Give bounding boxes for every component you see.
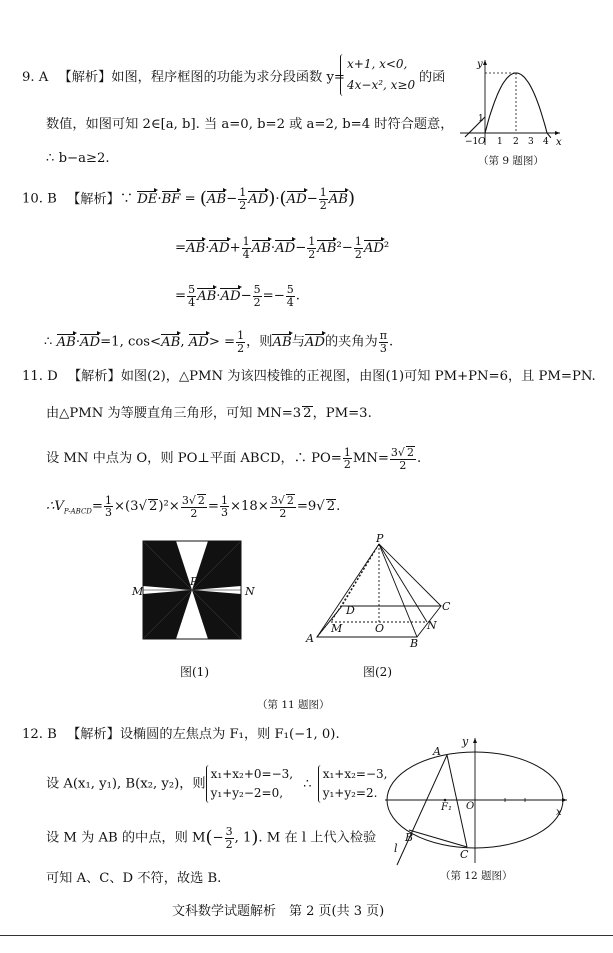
q11-caption: （第 11 题图） xyxy=(257,699,330,711)
q12-head: 12. B xyxy=(22,727,57,742)
q10-result-d: 与 xyxy=(291,334,305,350)
q9-tick-1: 1 xyxy=(497,137,503,147)
q9-tick-4: 4 xyxy=(543,137,549,147)
q9-tick-2: 2 xyxy=(513,137,519,147)
q11-fig2-n: N xyxy=(427,619,437,632)
q9-tick-m1: −1 xyxy=(465,137,479,147)
q9-piece1: x+1, x<0, xyxy=(347,57,408,71)
q11-line4: $\therefore V_{P-ABCD}=$ $\frac{1}{3}$ ×(3√ 2)²× $\frac{3√ 2}{2}$ = $\frac{1}{3}$ ×18× $\frac{3√ 2}{2}$ =9√ 2. xyxy=(46,493,341,520)
q10-head: 10. B xyxy=(22,191,57,207)
q10-line3: = $\frac{5}{4}$ AB·AD− $\frac{5}{2}$ =− $\frac{5}{4}$ . xyxy=(175,283,300,309)
q9-line1 xyxy=(22,71,345,84)
q12-line2a: 设 A(x₁, y₁), B(x₂, y₂)，则 xyxy=(46,776,206,792)
q10-result-b: > = xyxy=(208,334,236,350)
q9-head: 9. A xyxy=(22,70,49,85)
q10-line4: ∴ AB·AD=1, cos<AB, AD> = $\frac{1}{2}$ ，则AB与AD的夹角为 $\frac{\pi}{3}$ . xyxy=(44,329,394,355)
q9-text-a: 如图，程序框图的功能为求分段函数 y= xyxy=(111,70,345,85)
q11-text1: 如图(2)，△PMN 为该四棱锥的正视图，由图(1)可知 PM+PN=6，且 PM=PN. xyxy=(120,369,596,384)
q12-fig-b: B xyxy=(405,831,414,844)
q12-line4: 可知 A、C、D 不符，故选 B. xyxy=(46,871,222,886)
q10-line1: 10. B 【解析】∵ DE·BF = (AB− $\frac{1}{2}$ AD)·(AD− $\frac{1}{2}$ AB) xyxy=(22,186,355,212)
q9-y-label: y xyxy=(477,59,483,70)
q12-fig-f1: F₁ xyxy=(441,802,452,813)
q9-y-tick: 1 xyxy=(478,114,484,124)
q12-sys1b: y₁+y₂−2=0, xyxy=(210,786,284,801)
q12-sys2a: x₁+x₂=−3, xyxy=(322,767,388,781)
q11-figure2 xyxy=(305,540,455,660)
q11-line2a: 由△PMN 为等腰直角三角形，可知 MN=3 xyxy=(46,406,302,421)
q9-piecewise xyxy=(340,54,415,96)
q11-fig1-p: P xyxy=(190,575,198,588)
q12-figure xyxy=(385,735,575,865)
q11-fig2-b: B xyxy=(410,637,419,650)
q10-tag: 【解析】 xyxy=(67,191,120,207)
q11-line3a: 设 MN 中点为 O，则 PO⊥平面 ABCD，∴ PO= xyxy=(46,451,342,467)
q9-line2: 数值，如图可知 2∈[a, b]. 当 a=0, b=2 或 a=2, b=4 时符合题意， xyxy=(46,117,454,132)
q11-line2 xyxy=(46,406,372,420)
q12-system2 xyxy=(318,765,388,803)
q10-result-c: ，则 xyxy=(246,334,273,350)
q10-result-a: =1, cos< xyxy=(100,334,162,350)
q9-tick-o: O xyxy=(478,137,486,147)
q12-line3b: . M 在 l 上代入检验 xyxy=(258,830,377,846)
q12-tag: 【解析】 xyxy=(67,727,120,742)
q12-sys2b: y₁+y₂=2. xyxy=(322,786,378,801)
q9-figure xyxy=(455,55,565,150)
q12-fig-c: C xyxy=(460,848,469,861)
page-footer: 文科数学试题解析 第 2 页(共 3 页) xyxy=(172,904,385,919)
q12-system1 xyxy=(206,765,293,803)
q12-therefore: ∴ xyxy=(303,776,312,792)
q10-eq-final: =− xyxy=(262,288,285,304)
q11-tag: 【解析】 xyxy=(67,369,121,384)
q11-fig2-d: D xyxy=(346,604,355,617)
q11-line3b: MN= xyxy=(352,451,389,467)
q11-line4sub: P-ABCD xyxy=(63,507,92,516)
q9-line3: ∴ b−a≥2. xyxy=(46,151,110,166)
q12-sys1a: x₁+x₂+0=−3, xyxy=(210,767,294,781)
q12-caption: （第 12 题图） xyxy=(440,870,513,882)
q11-line2c: ，PM=3. xyxy=(312,406,372,421)
q10-line2: =AB·AD+ $\frac{1}{4}$ AB·AD− $\frac{1}{2}$ AB²− $\frac{1}{2}$ AD² xyxy=(175,235,390,261)
q11-line3: 设 MN 中点为 O，则 PO⊥平面 ABCD，∴ PO= $\frac{1}{2}$ MN= $\frac{3√ 2}{2}$ . xyxy=(46,445,422,472)
q9-tag: 【解析】 xyxy=(58,70,112,85)
q9-tick-3: 3 xyxy=(528,137,534,147)
q11-sqrt2: 2 xyxy=(303,406,312,421)
q9-piece2: 4x−x², x≥0 xyxy=(347,78,416,92)
q11-line1 xyxy=(22,370,596,383)
q12-fig-o: O xyxy=(466,801,475,812)
q11-head: 11. D xyxy=(22,369,58,384)
q11-fig1-m: M xyxy=(132,585,144,598)
q10-pi-num: π xyxy=(379,329,387,342)
q11-line4b: =9 xyxy=(296,499,317,515)
q12-fig-x: x xyxy=(556,807,562,818)
q11-fig1-n: N xyxy=(245,585,255,598)
q11-fig2-c: C xyxy=(442,600,451,613)
q12-fig-a: A xyxy=(433,745,441,758)
q12-line1 xyxy=(22,728,340,741)
q12-text1: 设椭圆的左焦点为 F₁，则 F₁(−1, 0). xyxy=(119,727,340,742)
q11-fig2-m: M xyxy=(331,622,343,635)
q12-fig-y: y xyxy=(462,735,469,748)
q11-fig2-p: P xyxy=(376,532,384,545)
q10-result-e: 的夹角为 xyxy=(325,334,378,350)
q12-line2 xyxy=(46,765,387,803)
q9-x-label: x xyxy=(556,137,562,148)
q11-fig1-caption: 图(1) xyxy=(180,665,209,679)
q11-fig2-caption: 图(2) xyxy=(363,665,392,679)
q11-fig2-o: O xyxy=(375,622,385,635)
q9-caption: （第 9 题图） xyxy=(478,155,544,167)
q12-line3: 设 M 为 AB 的中点，则 M(− $\frac{3}{2}$ , 1). M 在 l 上代入检验 xyxy=(46,825,377,851)
q10-pi-den: 3 xyxy=(379,341,387,355)
q12-fig-l: l xyxy=(394,842,398,855)
q11-fig2-a: A xyxy=(306,632,314,645)
q11-line4a: ∴V xyxy=(46,499,64,515)
footer-rule xyxy=(0,935,613,936)
q9-text-b: 的函 xyxy=(419,70,446,85)
q12-line3a: 设 M 为 AB 的中点，则 M xyxy=(46,830,206,846)
